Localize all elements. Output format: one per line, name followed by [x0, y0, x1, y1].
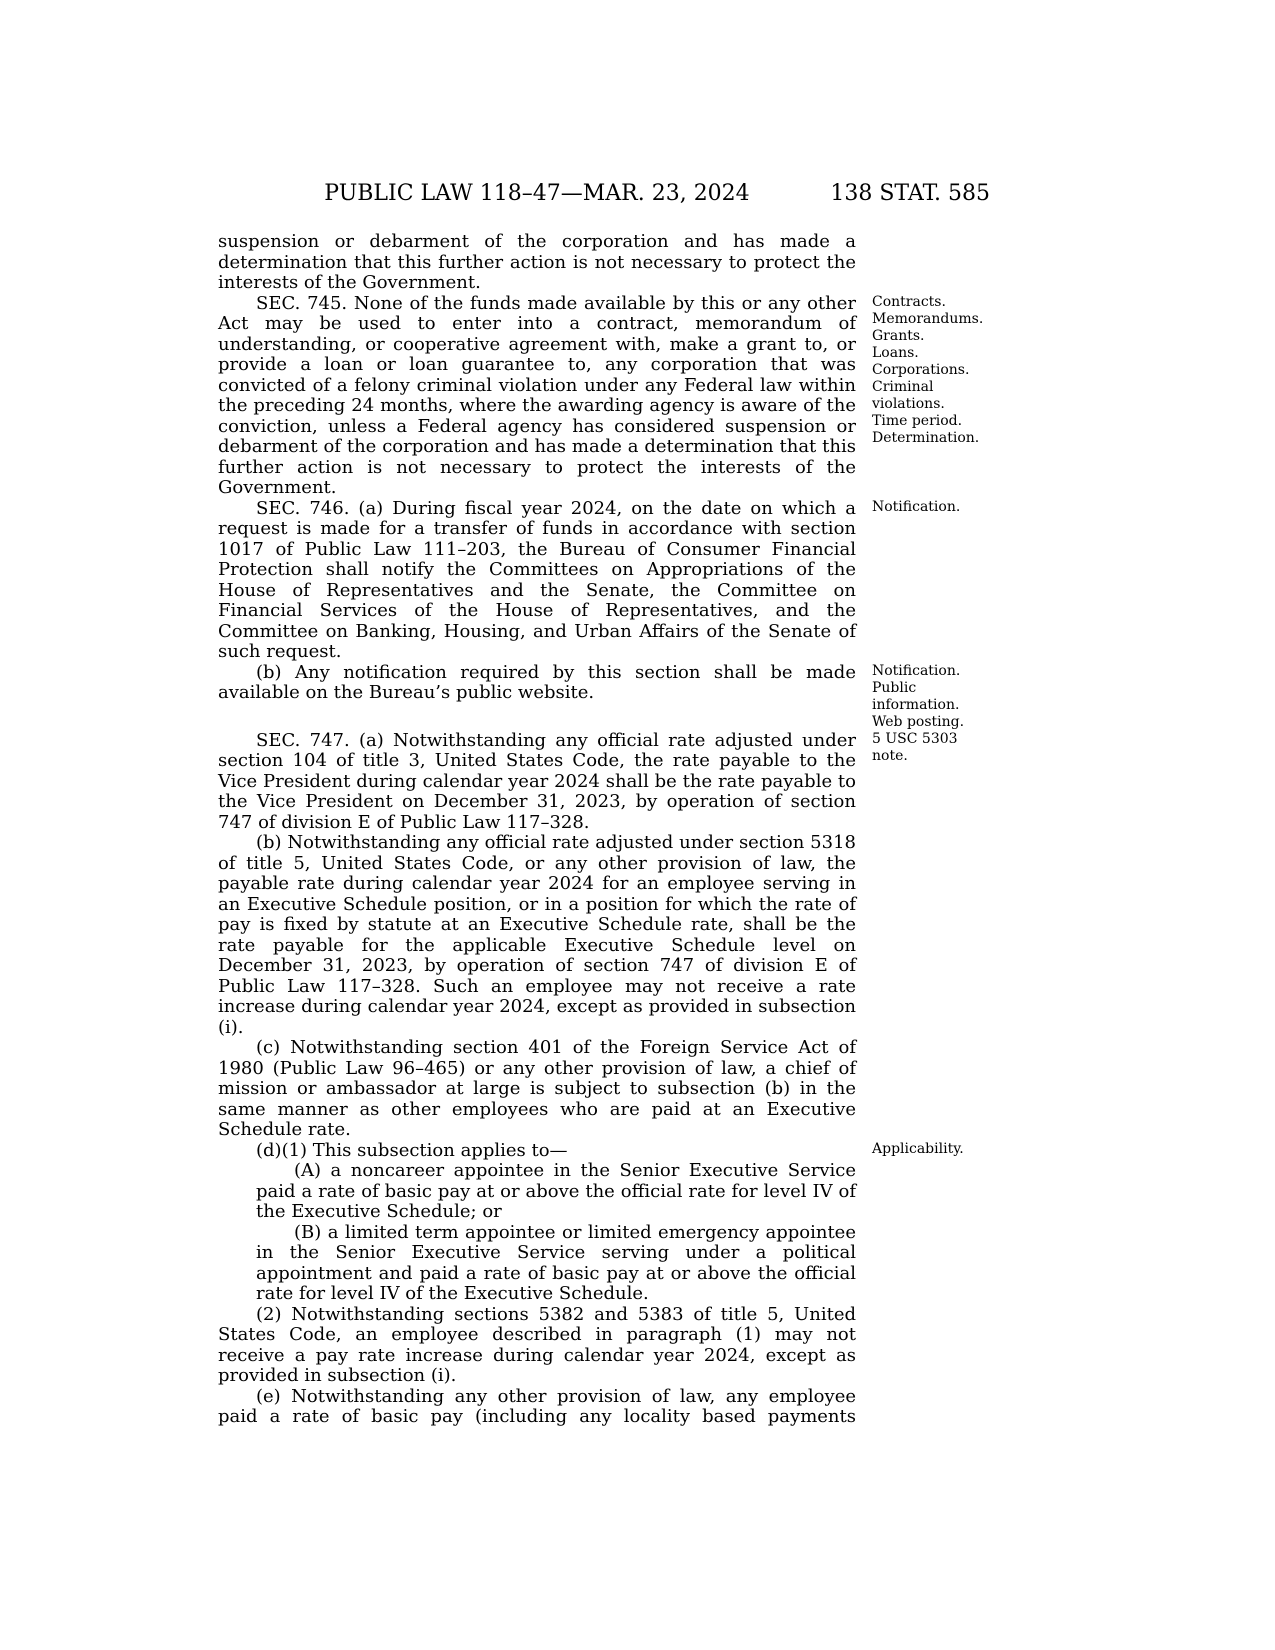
paragraph-sec-747-d1-A: (A) a noncareer appointee in the Senior Executive Service paid a rate of basic pay at or above the official rate for level IV of the Executive Schedule; or [256, 1160, 856, 1222]
margin-note-line: Loans. [872, 344, 919, 361]
statute-row [218, 1223, 990, 1305]
statute-row [218, 1161, 990, 1223]
statute-row [218, 499, 990, 663]
margin-note-line: Web posting. [872, 713, 965, 730]
statute-row [218, 1387, 990, 1428]
margin-note-line: Memorandums. [872, 310, 984, 327]
statute-row [218, 1305, 990, 1387]
statute-row [218, 663, 990, 731]
statute-row [218, 731, 990, 834]
stat-page-number: 138 STAT. 585 [830, 181, 990, 206]
paragraph-sec-747-d2: (2) Notwithstanding sections 5382 and 5383 of title 5, United States Code, an employee described in paragraph (1) may not receive a pay rate increase during calendar year 2024, except as provided in subsection (i). [218, 1303, 856, 1386]
margin-note-line: Time period. [872, 412, 963, 429]
margin-note-line: Corporations. [872, 361, 970, 378]
statute-body [218, 232, 990, 1428]
margin-note-line: Notification. [872, 662, 961, 679]
margin-note-sec-745 [856, 294, 990, 447]
paragraph-continuation: suspension or debarment of the corporation and has made a determination that this further action is not necessary to protect the interests of the Government. [218, 231, 856, 293]
statute-row [218, 232, 990, 294]
paragraph-sec-747-d1: (d)(1) This subsection applies to— [256, 1139, 568, 1161]
margin-note-sec-746-b [856, 663, 990, 731]
running-header [218, 181, 990, 209]
paragraph-sec-747-c: (c) Notwithstanding section 401 of the Foreign Service Act of 1980 (Public Law 96–465) or any other provision of law, a chief of mission or ambassador at large is subject to subsection (b) in the same manner as other employees who are paid at an Executive Schedule rate. [218, 1037, 856, 1140]
margin-note-line: Grants. [872, 327, 925, 344]
margin-note-line: Criminal violations. [872, 378, 945, 412]
paragraph-sec-746-b: (b) Any notification required by this section shall be made available on the Bureau’s public website. [218, 661, 856, 703]
statute-row [218, 1038, 990, 1141]
margin-note-line: Contracts. [872, 293, 946, 310]
margin-note-applicability [856, 1141, 990, 1158]
paragraph-sec-747-e: (e) Notwithstanding any other provision of law, any employee paid a rate of basic pay (including any locality based payments [218, 1385, 856, 1427]
paragraph-sec-747-d1-B: (B) a limited term appointee or limited emergency appointee in the Senior Executive Service serving under a political appointment and paid a rate of basic pay at or above the official rate for level IV of the Executive Schedule. [256, 1221, 856, 1304]
margin-note-sec-747 [856, 731, 990, 765]
statute-row [218, 833, 990, 1038]
paragraph-sec-747-a: SEC. 747. (a) Notwithstanding any official rate adjusted under section 104 of title 3, United States Code, the rate payable to the Vice President during calendar year 2024 shall be the rate payable to the Vice President on December 31, 2023, by operation of section 747 of division E of Public Law 117–328. [218, 729, 856, 833]
margin-note-line: Notification. [872, 498, 961, 515]
paragraph-sec-747-b: (b) Notwithstanding any official rate adjusted under section 5318 of title 5, United States Code, or any other provision of law, the payable rate during calendar year 2024 for an employee serving in an Executive Schedule position, or in a position for which the rate of pay is fixed by statute at an Executive Schedule rate, shall be the rate payable for the applicable Executive Schedule level on December 31, 2023, by operation of section 747 of division E of Public Law 117–328. Such an employee may not receive a rate increase during calendar year 2024, except as provided in subsection (i). [218, 832, 856, 1038]
margin-note-line: Applicability. [872, 1140, 964, 1157]
paragraph-sec-745: SEC. 745. None of the funds made available by this or any other Act may be used to enter into a contract, memorandum of understanding, or cooperative agreement with, make a grant to, or provide a loan or loan guarantee to, any corporation that was convicted of a felony criminal violation under any Federal law within the preceding 24 months, where the awarding agency is aware of the conviction, unless a Federal agency has considered suspension or debarment of the corporation and has made a determination that this further action is not necessary to protect the interests of the Government. [218, 292, 856, 498]
law-title: PUBLIC LAW 118–47—MAR. 23, 2024 [324, 181, 750, 206]
page-content [218, 181, 990, 1428]
paragraph-sec-746-a: SEC. 746. (a) During fiscal year 2024, on the date on which a request is made for a transfer of funds in accordance with section 1017 of Public Law 111–203, the Bureau of Consumer Financial Protection shall notify the Committees on Appropriations of the House of Representatives and the Senate, the Committee on Financial Services of the House of Representatives, and the Committee on Banking, Housing, and Urban Affairs of the Senate of such request. [218, 497, 856, 662]
margin-note-sec-746-a [856, 499, 990, 516]
margin-note-line: 5 USC 5303 note. [872, 730, 958, 764]
statute-row [218, 1141, 990, 1162]
margin-note-line: Determination. [872, 429, 980, 446]
statute-row [218, 294, 990, 499]
margin-note-line: Public information. [872, 679, 960, 713]
